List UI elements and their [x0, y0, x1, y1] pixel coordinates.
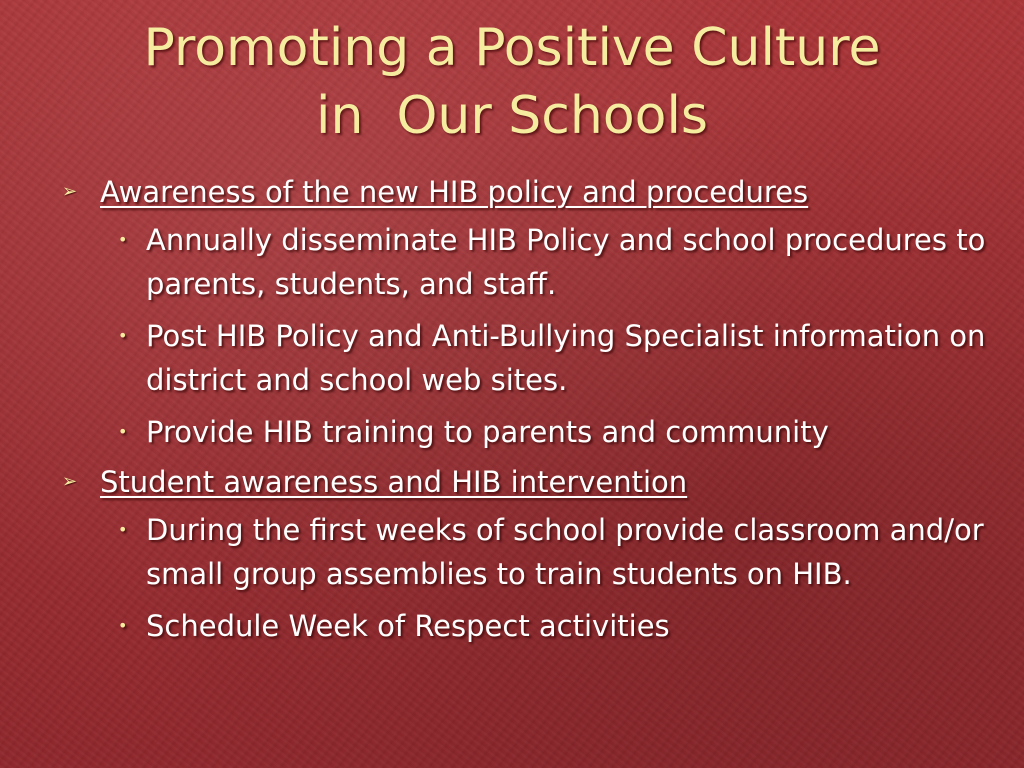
- sub-bullet: [60, 218, 990, 306]
- bullet-student-awareness: [60, 462, 990, 502]
- dot-bullet-icon: •: [118, 616, 128, 635]
- title-line-1: Promoting a Positive Culture: [143, 18, 881, 78]
- sub-bullet: [60, 604, 990, 648]
- bullet-list: [60, 172, 990, 656]
- sub-bullet: [60, 508, 990, 596]
- sub-bullet: [60, 410, 990, 454]
- bullet-awareness: [60, 172, 990, 212]
- sub-bullet-text: During the first weeks of school provide classroom and/or small group assemblies to train students on HIB.: [146, 513, 984, 591]
- sub-bullet-text: Schedule Week of Respect activities: [146, 609, 670, 643]
- arrow-bullet-icon: ➢: [62, 181, 78, 202]
- arrow-bullet-icon: ➢: [62, 471, 78, 492]
- bullet-label: Student awareness and HIB intervention: [100, 465, 688, 499]
- slide-title: [0, 14, 1024, 150]
- sub-bullet-text: Annually disseminate HIB Policy and school procedures to parents, students, and staff.: [146, 223, 986, 301]
- dot-bullet-icon: •: [118, 230, 128, 249]
- bullet-label: Awareness of the new HIB policy and procedures: [100, 175, 809, 209]
- dot-bullet-icon: •: [118, 422, 128, 441]
- sub-bullet: [60, 314, 990, 402]
- sub-bullet-text: Provide HIB training to parents and community: [146, 415, 829, 449]
- title-line-2: in Our Schools: [316, 86, 708, 146]
- dot-bullet-icon: •: [118, 326, 128, 345]
- dot-bullet-icon: •: [118, 520, 128, 539]
- sub-bullet-text: Post HIB Policy and Anti-Bullying Specialist information on district and school web sites.: [146, 319, 986, 397]
